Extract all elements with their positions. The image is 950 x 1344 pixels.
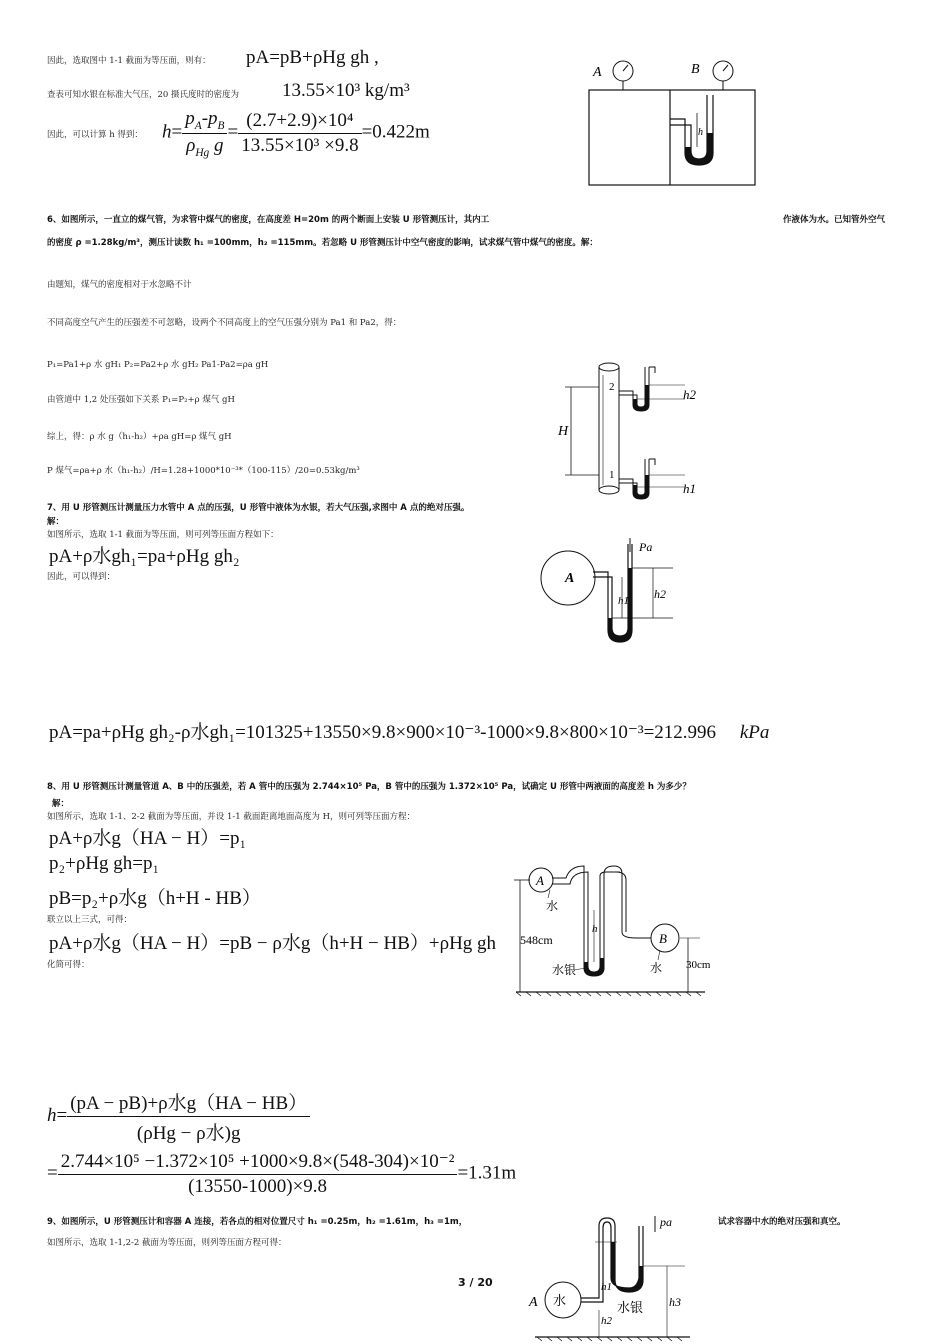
equation: pA+ρ水gh₁=pa+ρHg gh₂ [49, 546, 240, 567]
text-line: 化简可得： [47, 960, 90, 970]
figure-pipe-a [538, 538, 688, 650]
question-9-cont: 试求容器中水的绝对压强和真空。 [718, 1217, 846, 1227]
svg-text:A: A [529, 1295, 538, 1310]
text-line: 联立以上三式，可得： [47, 915, 133, 925]
text-line: 不同高度空气产生的压强差不可忽略，设两个不同高度上的空气压强分别为 Pa1 和 Pa2，得： [47, 318, 402, 328]
svg-text:30cm: 30cm [686, 959, 710, 971]
equation: p₂+ρHg gh=p₁ [49, 853, 160, 874]
svg-text:h1: h1 [618, 595, 629, 607]
equation: pA+ρ水g（HA − H）=p₁ [49, 828, 247, 849]
text-line: 如图所示，选取 1-1 截面为等压面，则可列等压面方程如下： [47, 530, 279, 540]
question-6-cont2: 的密度 ρ =1.28kg/m³，测压计读数 h₁ =100mm，h₂ =115mm。若忽略 U 形管测压计中空气密度的影响，试求煤气管中煤气的密度。解： [47, 238, 598, 248]
equation: pA+ρ水g（HA − H）=pB − ρ水g（h+H − HB）+ρHg gh [49, 933, 497, 954]
text-line: 如图所示，选取 1-1、2-2 截面为等压面，并设 1-1 截面距离地面高度为 H，则可列等压面方程： [47, 812, 415, 822]
text-line: 综上，得：ρ 水 g（h₁-h₂）+ρa gH=ρ 煤气 gH [47, 432, 232, 442]
label-a: A [593, 65, 602, 80]
svg-text:水银: 水银 [552, 963, 577, 977]
figure-gas-pipe [555, 355, 715, 505]
figure-pipes-ab [510, 858, 710, 998]
page-number: 3 / 20 [458, 1276, 493, 1289]
svg-text:h2: h2 [601, 1315, 612, 1327]
equation-pa: pA=pa+ρHg gh₂-ρ水gh₁=101325+13550×9.8×900×10⁻³-1000×9.8×800×10⁻³=212.996 kPa [49, 722, 770, 743]
figure-container-a [525, 1212, 695, 1342]
question-6-cont: 作液体为水。已知管外空气 [783, 215, 886, 225]
svg-text:水: 水 [650, 961, 663, 975]
svg-text:B: B [659, 931, 667, 946]
svg-text:h: h [698, 127, 703, 138]
svg-text:h2: h2 [654, 587, 666, 601]
svg-text:A: A [565, 571, 575, 586]
text-line: 因此，选取图中 1-1 截面为等压面，则有： [47, 56, 211, 66]
equation-h-q8: h= $\frac{\text{(pA − pB)+ρ水g（HA − HB）}}{\text{(ρHg − ρ水)g}}$ [47, 1088, 310, 1145]
text-line: 因此，可以得到： [47, 572, 116, 582]
svg-text:pa: pa [660, 1215, 672, 1229]
text-line: 因此，可以计算 h 得到： [47, 130, 143, 140]
svg-text:h: h [592, 923, 598, 935]
figure-tank-ab [585, 55, 760, 190]
svg-text:2: 2 [609, 381, 615, 393]
svg-text:H: H [558, 424, 569, 439]
equation: pB=p₂+ρ水g（h+H - HB） [49, 888, 261, 909]
question-8: 8、用 U 形管测压计测量管道 A、B 中的压强差，若 A 管中的压强为 2.744×10⁵ Pa，B 管中的压强为 1.372×10⁵ Pa，试确定 U 形管中两液面的高度差 h 为多少？ [47, 782, 691, 792]
svg-text:水: 水 [546, 899, 559, 913]
solution-label: 解： [52, 799, 70, 809]
svg-text:水: 水 [553, 1293, 567, 1308]
svg-text:h1: h1 [601, 1281, 612, 1293]
question-9: 9、如图所示，U 形管测压计和容器 A 连接，若各点的相对位置尺寸 h₁ =0.25m，h₂ =1.61m，h₃ =1m， [47, 1217, 468, 1227]
text-line: P₁=Pa1+ρ 水 gH₁ P₂=Pa2+ρ 水 gH₂ Pa1-Pa2=ρa gH [47, 360, 269, 370]
text-line: 如图所示，选取 1-1,2-2 截面为等压面，则列等压面方程可得： [47, 1238, 287, 1248]
svg-text:h3: h3 [669, 1295, 681, 1309]
text-line: P 煤气=ρa+ρ 水（h₁-h₂）/H=1.28+1000*10⁻³*（100-115）/20=0.53kg/m³ [47, 466, 360, 476]
svg-text:548cm: 548cm [520, 933, 553, 947]
svg-text:h2: h2 [683, 387, 696, 402]
svg-text:水银: 水银 [617, 1300, 644, 1315]
equation-h: h= $\frac{p_A-p_B}{\rho_{Hg} g}$ = $\frac{\text{(2.7+2.9)×10⁴}}{\text{13.55×10³ ×9.8}}$ =0.422m [162, 108, 430, 159]
equation: pA=pB+ρHg gh , [246, 47, 379, 68]
question-7: 7、用 U 形管测压计测量压力水管中 A 点的压强，U 形管中液体为水银，若大气压强,求图中 A 点的绝对压强。 [47, 503, 470, 513]
text-line: 由题知，煤气的密度相对于水忽略不计 [47, 280, 192, 290]
svg-text:A: A [536, 873, 544, 888]
svg-text:Pa: Pa [639, 540, 653, 554]
label-b: B [691, 62, 700, 77]
svg-text:h1: h1 [683, 481, 696, 496]
svg-text:1: 1 [609, 469, 615, 481]
solution-label: 解： [47, 517, 65, 527]
question-6: 6、如图所示，一直立的煤气管，为求管中煤气的密度，在高度差 H=20m 的两个断面上安装 U 形管测压计，其内工 [47, 215, 490, 225]
text-line: 查表可知水银在标准大气压，20 摄氏度时的密度为 [47, 90, 240, 100]
text-line: 由管道中 1,2 处压强如下关系 P₁=P₂+ρ 煤气 gH [47, 395, 235, 405]
equation-h-result: = $\frac{\text{2.744×10⁵ −1.372×10⁵ +1000×9.8×(548-304)×10⁻²}}{(13550-1000)\times 9.8}$ =1.31m [47, 1151, 517, 1197]
equation: 13.55×10³ kg/m³ [282, 80, 410, 101]
